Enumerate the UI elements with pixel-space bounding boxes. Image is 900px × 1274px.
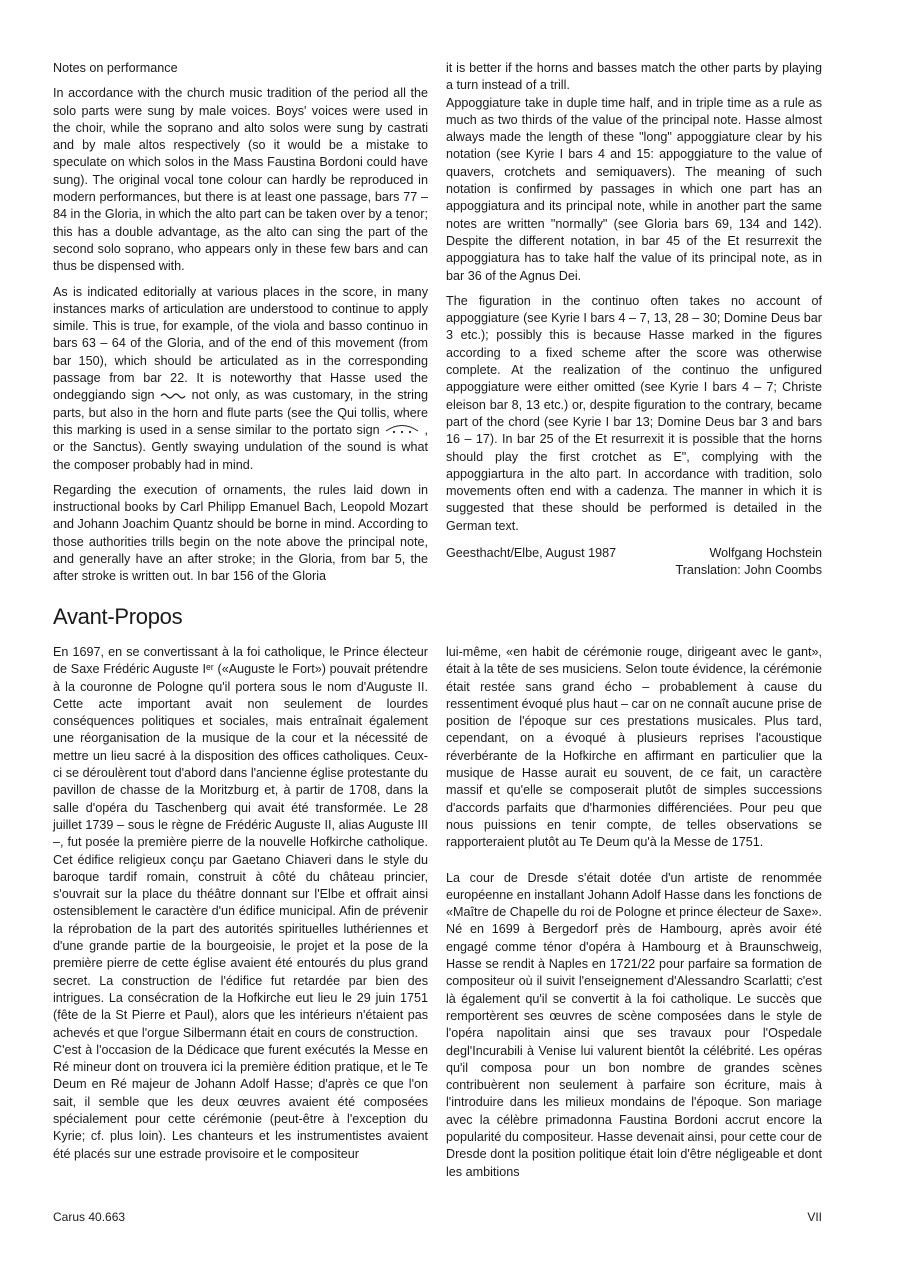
notes-heading: Notes on performance bbox=[53, 61, 178, 75]
paragraph-text: As is indicated editorially at various places in the score, in many instances marks of articulation are understood to continue to apply simile. This is true, for example, of the viola and basso continuo in bars 63 – 64 of the Gloria, and of the end of this movement (from bar 150), which should be articulated as in the corresponding passage from bar 22. It is noteworthy that Hasse used the ondeggiando sign bbox=[53, 284, 428, 403]
section-heading: Avant-Propos bbox=[53, 604, 183, 629]
paragraph: it is better if the horns and basses match the other parts by playing a turn instead of a trill. bbox=[446, 61, 822, 93]
paragraph: La cour de Dresde s'était dotée d'un artiste de renommée européenne en installant Johann Adolf Hasse dans les fonctions de «Maître de Chapelle du roi de Pologne et prince électeur de Saxe». Né en 1699 à Bergedorf près de Hambourg, après avoir été engagé comme ténor d'opéra à Hambourg et à Braunschweig, Hasse se rendit à Naples en 1721/22 pour parfaire sa formation de compositeur où il suivit l'enseignement d'Alessandro Scarlatti; c'est là également qu'il se convertit à la foi catholique. Le succès que remportèrent ses œuvres de scène composées dans le style de l'opéra napolitain ainsi que ses travaux pour l'Ospedale degl'Incurabili à Venise lui valurent bientôt la célébrité. Les opéras qu'il composa pour un bon nombre de grandes scènes contribuèrent non seulement à parfaire son écriture, mais à l'introduire dans les milieux mondains de l'époque. Son mariage avec la célèbre primadonna Faustina Bordoni accrut encore la popularité du compositeur. Hasse devenait ainsi, pour cette cour de Dresde dont la position politique était loin d'être négligeable et dont les ambitions bbox=[446, 870, 822, 1179]
portato-sign-icon bbox=[384, 422, 420, 439]
paragraph: In accordance with the church music tradition of the period all the solo parts were sung by male voices. Boys' voices were used in the choir, while the soprano and alto solos were sung by castrati and by male altos respectively (so it would be a mistake to speculate on which solos in the Mass Faustina Bordoni could have sung). The original vocal tone colour can hardly be reproduced in modern performances, but there is at least one passage, bars 77 – 84 in the Gloria, in which the alto part can be taken over by a tenor; this has a double advantage, as the alto can sing the part of the second solo soprano, who appears only in these few bars and can thus be dispensed with. bbox=[53, 86, 428, 274]
translator-name: Translation: John Coombs bbox=[675, 563, 822, 578]
signature-block bbox=[446, 545, 822, 580]
french-left-column bbox=[53, 644, 428, 1171]
author-name: Wolfgang Hochstein bbox=[709, 546, 822, 561]
paragraph: C'est à l'occasion de la Dédicace que furent exécutés la Messe en Ré mineur dont on trouvera ici la première édition pratique, et le Te Deum en Ré majeur de Johann Adolf Hasse; d'après ce que l'on sait, il semble que les deux œuvres avaient été composées spécialement pour cette cérémonie (peut-être à l'exception du Kyrie; cf. plus loin). Les chanteurs et les instrumentistes avaient été placés sur une estrade provisoire et le compositeur bbox=[53, 1042, 428, 1161]
paragraph: Regarding the execution of ornaments, the rules laid down in instructional books by Carl Philipp Emanuel Bach, Leopold Mozart and Johann Joachim Quantz should be borne in mind. According to those authorities trills begin on the note above the principal note, and generally have an after stroke; in the Gloria, from bar 5, the after stroke is written out. In bar 156 of the Gloria bbox=[53, 482, 428, 584]
french-right-column bbox=[446, 644, 822, 1189]
page-number: VII bbox=[807, 1210, 822, 1224]
ondeggiando-sign-icon bbox=[160, 387, 186, 404]
paragraph: En 1697, en se convertissant à la foi catholique, le Prince électeur de Saxe Frédéric Auguste Iᵉʳ («Auguste le Fort») pouvait prétendre à la couronne de Pologne qu'il portera sous le nom d'Auguste II. Cette acte important avait non seulement de lourdes conséquences politiques et sociales, mais entraînait également une réorganisation de la musique de la cour et la nécessité de mettre un lieu sacré à la disposition des offices catholiques. Ceux-ci se déroulèrent tout d'abord dans l'ancienne église protestante du pavillon de chasse de la Moritzburg et, à partir de 1708, dans la salle d'opéra du Taschenberg qui avait été transformée. Le 28 juillet 1739 – sous le règne de Frédéric Auguste II, alias Auguste III –, fut posée la première pierre de la nouvelle Hofkirche catholique. Cet édifice religieux conçu par Gaetano Chiaveri dans le style du baroque tardif romain, construit à côté du château princier, s'ouvrait sur la place du théâtre donnant sur l'Elbe et offrait ainsi ostensiblement le caractère d'un édifice municipal. Afin de prévenir la réprobation de la part des autorités spirituelles luthériennes et d'une grande partie de la bourgeoisie, le projet et la pose de la première pierre de cette église avaient été entourés du plus grand secret. La construction de l'édifice fut retardée par bien des intrigues. La consécration de la Hofkirche eut lieu le 29 juin 1751 (fête de la St Pierre et Paul), alors que les intérieurs n'étaient pas achevés et que l'orgue Silbermann était en cours de construction. bbox=[53, 645, 428, 1040]
paragraph: lui-même, «en habit de cérémonie rouge, dirigeant avec le gant», était à la tête de ses musiciens. Selon toute évidence, la cérémonie était restée sans grand écho – probablement à cause du ressentiment évoqué plus haut – car on ne connaît aucune prise de position de l'époque sur ces prestations musicales. Plus tard, cependant, on a évoqué à plusieurs reprises l'acoustique réverbérante de la Hofkirche en affirmant en particulier que la musique de Hasse aurait eu souvent, de ce fait, un caractère massif et qu'elle se composerait plutôt de simples successions d'accords parfaits que d'harmonies différenciées. Pour peu que nous puissions en tenir compte, de telles observations se rapporteraient plutôt au Te Deum qu'à la Messe de 1751. bbox=[446, 645, 822, 850]
paragraph-text: not only, as was customary, in the string parts, but also in the horn and flute parts (see the Qui tollis, where this marking is used in a sense similar to the portato sign bbox=[53, 388, 428, 437]
english-right-column bbox=[446, 60, 822, 580]
paragraph-text: , or the Sanctus). Gently swaying undulation of the sound is what the composer probably had in mind. bbox=[53, 422, 429, 472]
paragraph: Appoggiature take in duple time half, and in triple time as a rule as much as two thirds of the value of the principal note. Hasse almost always made the length of these "long" appoggiature clear by his notation (see Kyrie I bars 4 and 15: appoggiature to the value of quavers, crotchets and semiquavers). The meaning of such notation is confirmed by passages in which one part has an appoggiatura and its principal note, while in another part the same notes are written "normally" (see Gloria bars 69, 134 and 142). Despite the different notation, in bar 45 of the Et resurrexit the appoggiatura has to take half the value of its principal note, as in bar 36 of the Agnus Dei. bbox=[446, 95, 822, 283]
catalog-number: Carus 40.663 bbox=[53, 1210, 126, 1224]
place-date: Geesthacht/Elbe, August 1987 bbox=[446, 546, 617, 561]
paragraph-articulation bbox=[53, 284, 428, 474]
english-left-column bbox=[53, 60, 428, 586]
author-block bbox=[675, 545, 822, 580]
paragraph: The figuration in the continuo often takes no account of appoggiature (see Kyrie I bars 4 – 7, 13, 28 – 30; Domine Deus bar 3 etc.); possibly this is because Hasse marked in the figures according to a fixed scheme after the score was otherwise complete. At the realization of the continuo the unfigured appoggiature were either omitted (see Kyrie I bars 4 – 7; Christe eleison bar 8, 13 etc.) or, despite figuration to the contrary, became part of the chord (see Kyrie I bar 13; Domine Deus bar 3 and bars 16 – 17). In bar 25 of the Et resurrexit it is possible that the horns should play the first crotchet as E", complying with the appoggiartura in the alto part. In accordance with tradition, solo movements often end with a cadenza. The manner in which it is suggested that these should be performed is detailed in the German text. bbox=[446, 293, 822, 533]
